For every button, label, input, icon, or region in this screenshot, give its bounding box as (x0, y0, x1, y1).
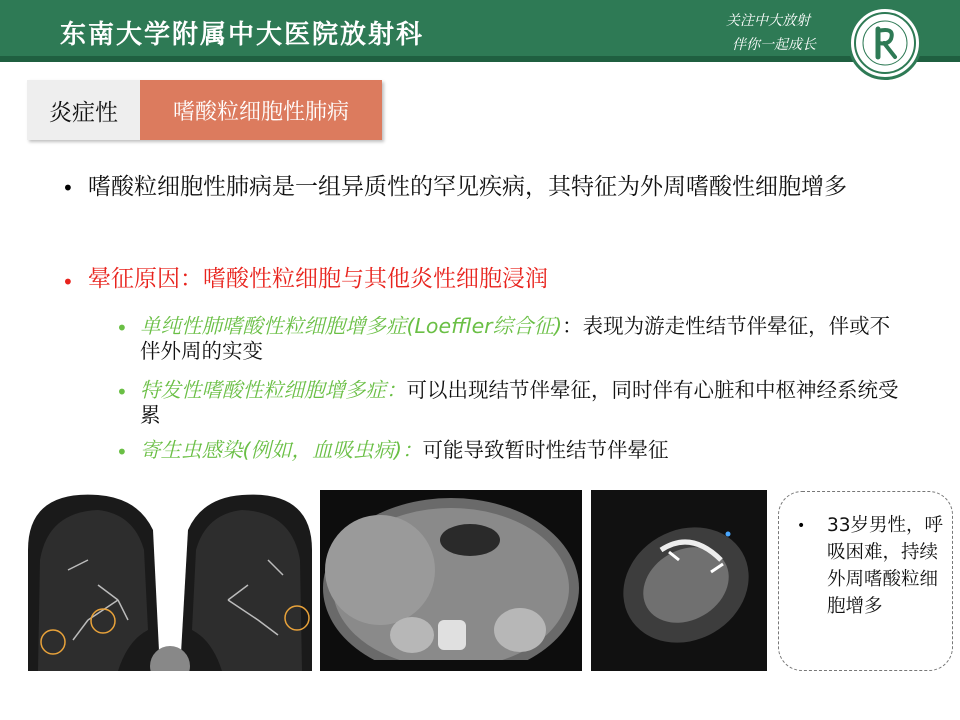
sub-desc: 可以出现结节伴晕征，同时伴有心脏和中枢神经系统受累 (140, 378, 899, 427)
disease-tag: 嗜酸粒细胞性肺病 (140, 80, 382, 140)
sub-term: 寄生虫感染(例如，血吸虫病)： (140, 438, 423, 462)
intro-bullet: 嗜酸粒细胞性肺病是一组异质性的罕见疾病，其特征为外周嗜酸性细胞增多 (88, 174, 847, 200)
sub-term: 特发性嗜酸性粒细胞增多症： (140, 378, 407, 402)
bullet-icon: • (797, 518, 806, 534)
abdomen-ct-image (320, 490, 582, 671)
bullet-icon: • (116, 380, 128, 404)
department-title: 东南大学附属中大医院放射科 (60, 20, 425, 50)
sub-bullet-idiopathic (140, 378, 910, 428)
cardiac-mri-image (591, 490, 767, 671)
hospital-logo (848, 6, 922, 80)
sub-desc: ：表现为游走性结节伴晕征，伴或不伴外周的实变 (140, 314, 891, 363)
case-note-text: 33岁男性，呼吸困难，持续外周嗜酸粒细胞增多 (827, 515, 944, 617)
slogan-line-1: 关注中大放射 (726, 13, 810, 29)
case-note-callout (778, 491, 953, 671)
bullet-icon: • (62, 270, 74, 294)
bullet-icon: • (116, 316, 128, 340)
sub-bullet-parasite (140, 438, 910, 463)
lung-ct-image (28, 490, 312, 671)
cause-bullet: 晕征原因：嗜酸性粒细胞与其他炎性细胞浸润 (88, 266, 548, 292)
sub-bullet-loeffler (140, 314, 910, 364)
bullet-icon: • (62, 176, 74, 200)
sub-desc: 可能导致暂时性结节伴晕征 (422, 438, 669, 462)
slogan-line-2: 伴你一起成长 (732, 37, 816, 53)
sub-term: 单纯性肺嗜酸性粒细胞增多症(Loeffler综合征) (140, 314, 563, 338)
topic-tags (27, 80, 382, 140)
header-bar (0, 0, 960, 62)
bullet-icon: • (116, 440, 128, 464)
category-tag: 炎症性 (27, 80, 140, 140)
